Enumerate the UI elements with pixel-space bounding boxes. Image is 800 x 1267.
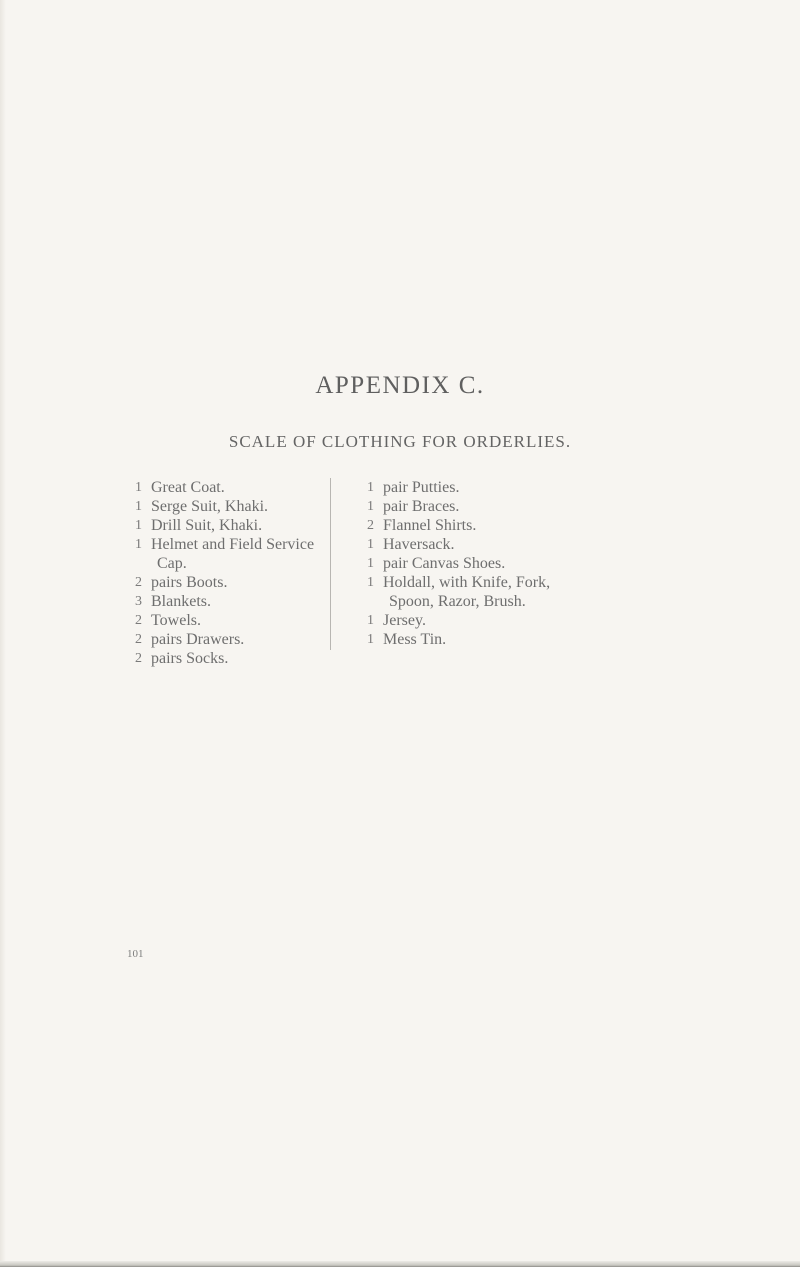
item-description: pairs Boots. [151,574,228,591]
item-quantity: 2 [135,575,142,590]
column-divider [330,478,331,650]
item-description: pair Braces. [383,498,460,515]
page-number: 101 [127,948,144,960]
item-quantity: 1 [135,518,142,533]
item-quantity: 2 [135,613,142,628]
item-description: Towels. [151,612,201,629]
page-bottom-edge [0,1261,800,1267]
list-item [367,535,667,554]
item-continuation: Cap. [157,555,187,572]
item-description: Helmet and Field Service [151,536,315,553]
item-quantity: 2 [135,632,142,647]
list-item [367,611,667,630]
list-item [135,611,325,630]
item-quantity: 2 [367,518,374,533]
item-quantity: 1 [367,613,374,628]
item-description: Serge Suit, Khaki. [151,498,269,515]
list-item [135,573,325,592]
appendix-heading: APPENDIX C. [315,372,485,399]
list-item [135,592,325,611]
item-description: Haversack. [383,536,455,553]
list-item [135,630,325,649]
item-quantity: 1 [135,480,142,495]
item-description: pair Putties. [383,479,460,496]
item-quantity: 1 [367,575,374,590]
item-description: Blankets. [151,593,211,610]
item-continuation: Spoon, Razor, Brush. [389,593,526,610]
item-description: Great Coat. [151,479,225,496]
section-subheading: SCALE OF CLOTHING FOR ORDERLIES. [228,432,572,451]
item-description: Mess Tin. [383,631,447,648]
item-quantity: 3 [135,594,142,609]
item-description: Flannel Shirts. [383,517,477,534]
list-item [367,497,667,516]
list-item [135,497,325,516]
item-quantity: 1 [367,632,374,647]
list-item [135,516,325,535]
item-quantity: 2 [135,651,142,666]
item-quantity: 1 [367,537,374,552]
list-item-continuation [135,554,325,573]
item-quantity: 1 [367,556,374,571]
item-quantity: 1 [367,499,374,514]
list-item [367,630,667,649]
item-quantity: 1 [135,537,142,552]
item-quantity: 1 [367,480,374,495]
page-edge [0,0,6,1267]
clothing-list-left [135,478,325,668]
item-description: pairs Socks. [151,650,229,667]
list-item [135,649,325,668]
list-item [135,535,325,554]
item-description: pair Canvas Shoes. [383,555,506,572]
item-description: Drill Suit, Khaki. [151,517,263,534]
list-item [367,573,667,592]
list-item [135,478,325,497]
list-item [367,516,667,535]
clothing-list-right [367,478,667,649]
item-description: Jersey. [383,612,426,629]
list-item [367,554,667,573]
list-item [367,478,667,497]
item-quantity: 1 [135,499,142,514]
list-item-continuation [367,592,667,611]
item-description: Holdall, with Knife, Fork, [383,574,551,591]
item-description: pairs Drawers. [151,631,245,648]
